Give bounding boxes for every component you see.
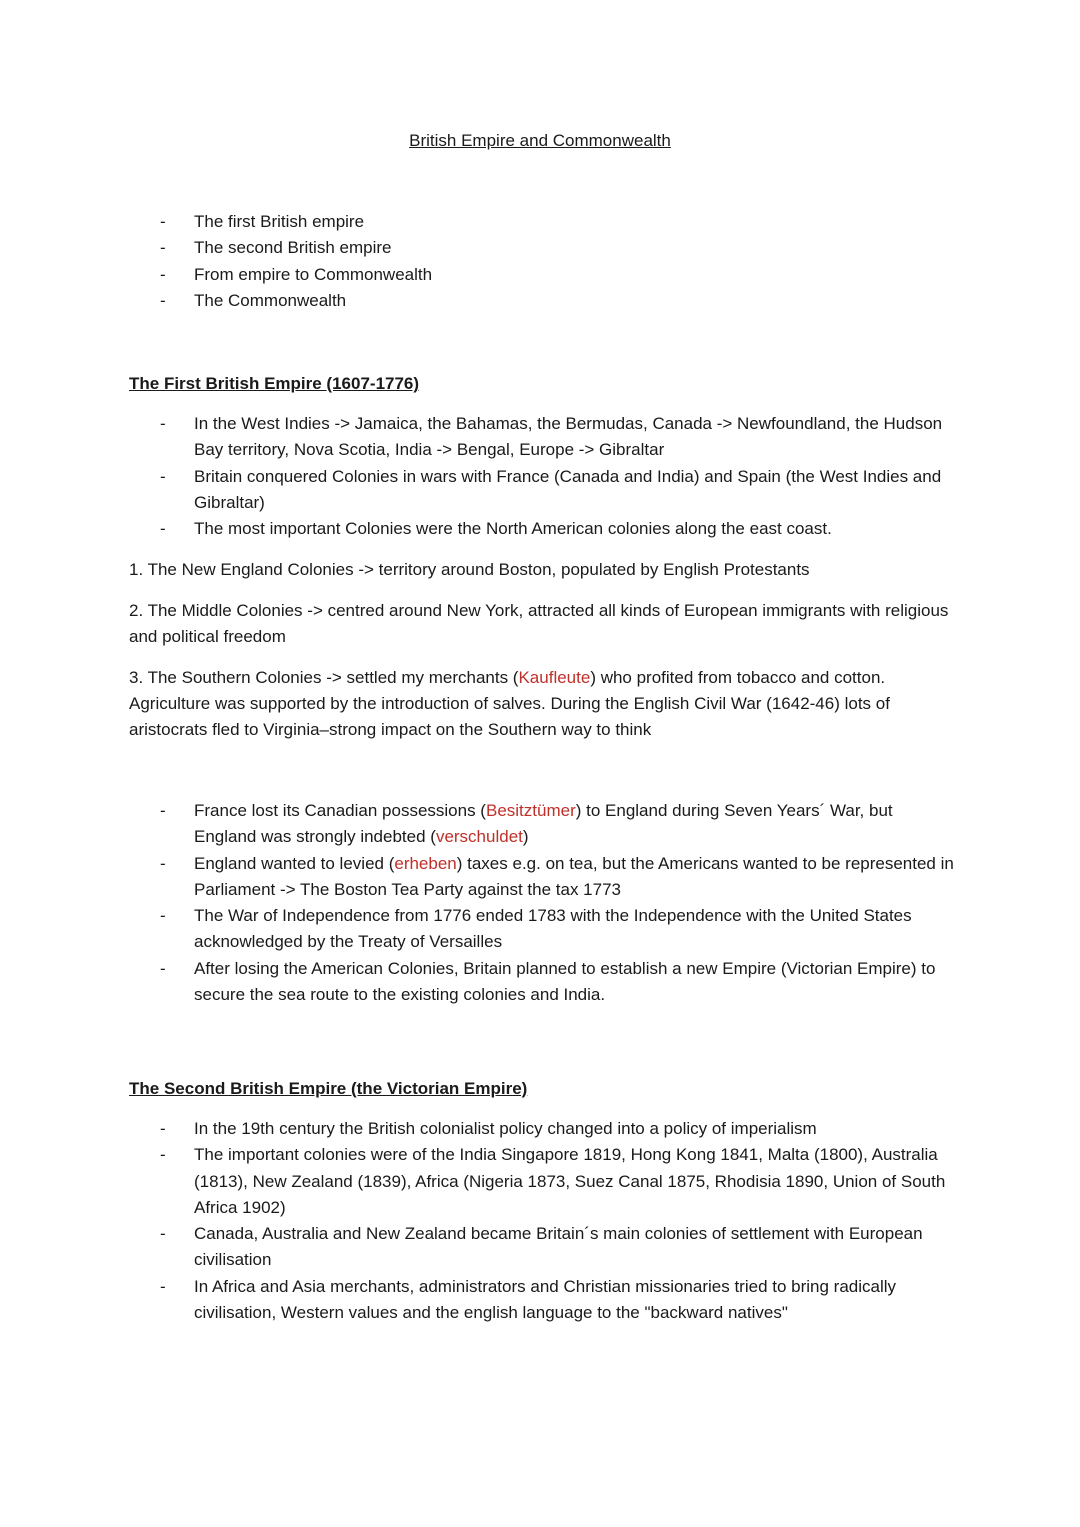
first-empire-heading: The First British Empire (1607-1776)	[129, 374, 420, 393]
southern-colonies-paragraph-block	[129, 665, 959, 743]
first-empire-bullets	[129, 411, 959, 542]
item-text: )	[522, 827, 529, 847]
middle-colonies-paragraph: 2. The Middle Colonies -> centred around New York, attracted all kinds of European immigrants with religious and political freedom	[129, 601, 949, 646]
list-item: - Canada, Australia and New Zealand became Britain´s main colonies of settlement with European civilisation	[129, 1221, 959, 1274]
second-empire-heading: The Second British Empire (the Victorian Empire)	[129, 1079, 528, 1098]
toc-section	[129, 209, 959, 314]
list-item: - Britain conquered Colonies in wars with France (Canada and India) and Spain (the West Indies and Gibraltar)	[129, 464, 959, 517]
middle-colonies-paragraph-block	[129, 598, 959, 650]
list-item: - In Africa and Asia merchants, administrators and Christian missionaries tried to bring radically civilisation, Western values and the english language to the "backward natives"	[129, 1274, 959, 1327]
translation-term: Besitztümer	[485, 801, 576, 820]
toc-list	[129, 209, 959, 314]
new-england-paragraph-block	[129, 557, 959, 583]
southern-colonies-paragraph	[129, 665, 959, 743]
toc-item: - The Commonwealth	[129, 288, 959, 314]
toc-item: - The second British empire	[129, 235, 959, 261]
toc-item: - The first British empire	[129, 209, 959, 235]
second-empire-bullets	[129, 1116, 959, 1326]
second-empire-heading-block	[129, 1076, 959, 1102]
paragraph-text: 3. The Southern Colonies -> settled my merchants (	[129, 668, 519, 687]
item-text: ) to England during Seven Years´ War, but England was strongly indebted (	[194, 801, 893, 847]
translation-term: verschuldet	[435, 827, 523, 847]
item-text: ) taxes e.g. on tea, but the Americans wanted to be represented in Parliament -> The Boston Tea Party against the tax 1773	[194, 853, 954, 899]
second-empire-list	[129, 1116, 959, 1326]
list-item	[129, 798, 959, 851]
independence-list	[129, 798, 959, 1008]
list-item: - The important colonies were of the India Singapore 1819, Hong Kong 1841, Malta (1800), Australia (1813), New Zealand (1839), Africa (Nigeria 1873, Suez Canal 1875, Rhodisia 1890, Union of South Africa 1902)	[129, 1142, 959, 1221]
item-text: England wanted to levied (	[194, 853, 395, 873]
list-item: - The most important Colonies were the North American colonies along the east coast.	[129, 516, 959, 542]
list-item: - In the 19th century the British colonialist policy changed into a policy of imperialism	[129, 1116, 959, 1142]
list-item	[129, 851, 959, 904]
first-empire-heading-block	[129, 371, 959, 397]
independence-bullets	[129, 798, 959, 1008]
document-title: British Empire and Commonwealth	[409, 131, 671, 150]
item-text: France lost its Canadian possessions (	[194, 801, 486, 820]
first-empire-list	[129, 411, 959, 542]
toc-item: - From empire to Commonwealth	[129, 262, 959, 288]
translation-term: erheben	[394, 853, 457, 873]
list-item: - In the West Indies -> Jamaica, the Bahamas, the Bermudas, Canada -> Newfoundland, the Hudson Bay territory, Nova Scotia, India -> Bengal, Europe -> Gibraltar	[129, 411, 959, 464]
list-item: - After losing the American Colonies, Britain planned to establish a new Empire (Victorian Empire) to secure the sea route to the existing colonies and India.	[129, 956, 959, 1009]
paragraph-text: ) who profited from tobacco and cotton. Agriculture was supported by the introduction of salves. During the English Civil War (1642-46) lots of aristocrats fled to Virginia–strong impact on the Southern way to think	[129, 668, 890, 739]
new-england-paragraph: 1. The New England Colonies -> territory around Boston, populated by English Protestants	[129, 560, 810, 579]
list-item: - The War of Independence from 1776 ended 1783 with the Independence with the United States acknowledged by the Treaty of Versailles	[129, 903, 959, 956]
translation-term: Kaufleute	[518, 668, 591, 687]
